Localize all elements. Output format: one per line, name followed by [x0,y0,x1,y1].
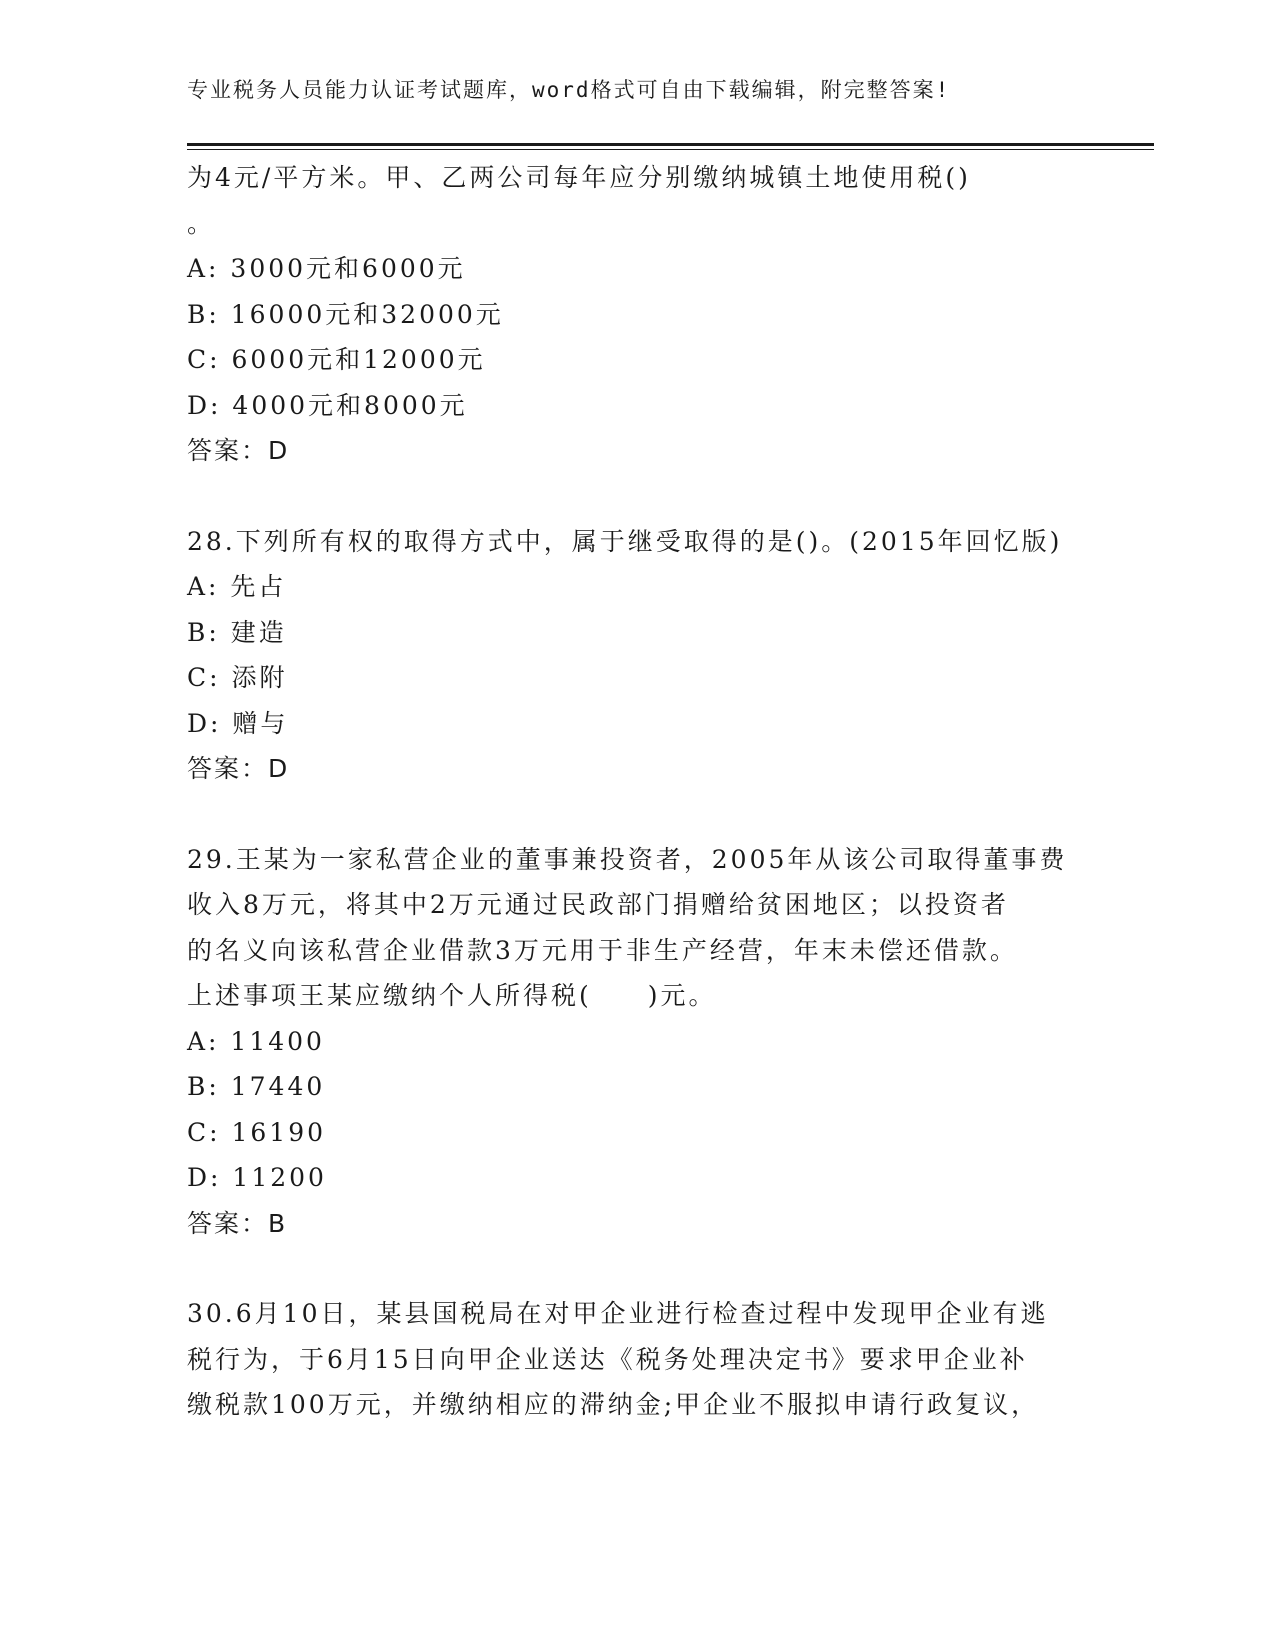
question-stem-line: 为4元/平方米。甲、乙两公司每年应分别缴纳城镇土地使用税() [187,163,971,192]
question-30 [187,1291,1087,1428]
question-content [187,155,1087,1428]
question-stem-line: 30.6月10日，某县国税局在对甲企业进行检查过程中发现甲企业有逃 [187,1299,1049,1328]
option-d: D: 4000元和8000元 [187,390,468,420]
page-header: 专业税务人员能力认证考试题库，word格式可自由下载编辑，附完整答案! [187,78,951,102]
option-a: A: 3000元和6000元 [187,254,466,283]
question-stem-line: 的名义向该私营企业借款3万元用于非生产经营，年末未偿还借款。 [187,935,1018,965]
header-divider-thin [187,149,1154,150]
question-stem-line: 29.王某为一家私营企业的董事兼投资者，2005年从该公司取得董事费 [187,844,1068,874]
option-d: D: 赠与 [187,708,289,738]
question-stem-line: 缴税款100万元，并缴纳相应的滞纳金;甲企业不服拟申请行政复议， [187,1390,1040,1419]
option-b: B: 17440 [187,1072,326,1101]
answer-label: 答案：D [187,436,290,465]
spacer [187,792,1087,837]
option-a: A: 11400 [187,1026,325,1056]
question-27 [187,155,1087,474]
option-b: B: 16000元和32000元 [187,299,504,329]
question-stem-line: 。 [187,208,216,238]
answer-label: 答案：B [187,1208,288,1238]
question-stem-line: 28.下列所有权的取得方式中，属于继受取得的是()。(2015年回忆版) [187,526,1063,556]
option-c: C: 6000元和12000元 [187,345,486,374]
header-divider [187,143,1154,146]
option-c: C: 16190 [187,1117,327,1147]
spacer [187,1246,1087,1291]
spacer [187,474,1087,519]
option-b: B: 建造 [187,617,287,647]
answer-label: 答案：D [187,754,290,783]
question-stem-line: 上述事项王某应缴纳个人所得税( )元。 [187,981,717,1010]
option-d: D: 11200 [187,1163,327,1192]
question-stem-line: 税行为，于6月15日向甲企业送达《税务处理决定书》要求甲企业补 [187,1344,1028,1374]
question-29 [187,837,1087,1247]
option-c: C: 添附 [187,663,288,692]
question-28 [187,519,1087,792]
option-a: A: 先占 [187,572,287,601]
question-stem-line: 收入8万元，将其中2万元通过民政部门捐赠给贫困地区；以投资者 [187,890,1009,919]
